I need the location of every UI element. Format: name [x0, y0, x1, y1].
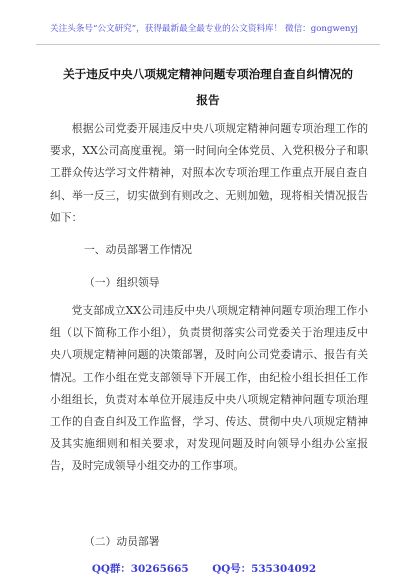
organization-text: 党支部成立XX公司违反中央八项规定精神问题专项治理工作小组（以下简称工作小组），负责贯彻落实公司党委关于治理违反中央八项规定精神问题的决策部署，及时向公司党委请示、报告有关情况。工作小组在党支部领导下开展工作，由纪检小组长担任工作小组组长，负责对本单位开展违反中央八项规定精神问题专项治理工作的自查自纠及工作监督，学习、传达、贯彻中央八项规定精神及其实施细则和相关要求，对发现问题及时向领导小组办公室报告，及时完成领导小组交办的工作事项。: [50, 304, 368, 473]
qq-number-text: QQ号：535304092: [212, 563, 317, 575]
footer-contact: [0, 560, 408, 575]
subsection-heading-1: （一）组织领导: [84, 276, 160, 289]
organization-paragraph: [50, 300, 368, 478]
section-heading-1: 一、动员部署工作情况: [84, 243, 192, 256]
subsection-heading-2: （二）动员部署: [84, 535, 160, 548]
intro-text: 根据公司党委开展违反中央八项规定精神问题专项治理工作的要求，XX公司高度重视。第一时间向全体党员、入党积极分子和职工群众传达学习文件精神，对照本次专项治理工作重点开展自查自纠、举一反三，切实做到有则改之、无则加勉，现将相关情况报告如下：: [50, 122, 368, 224]
qq-group-text: QQ群：30265665: [91, 563, 189, 575]
header-banner: 关注头条号“公文研究”，获得最新最全最专业的公文资料库！ 微信：gongwenyj: [50, 24, 358, 34]
document-title-line-2: 报告: [196, 93, 220, 107]
document-title-line-1: 关于违反中央八项规定精神问题专项治理自查自纠情况的: [63, 67, 353, 81]
intro-paragraph: [50, 118, 368, 229]
header-divider: [36, 44, 380, 45]
